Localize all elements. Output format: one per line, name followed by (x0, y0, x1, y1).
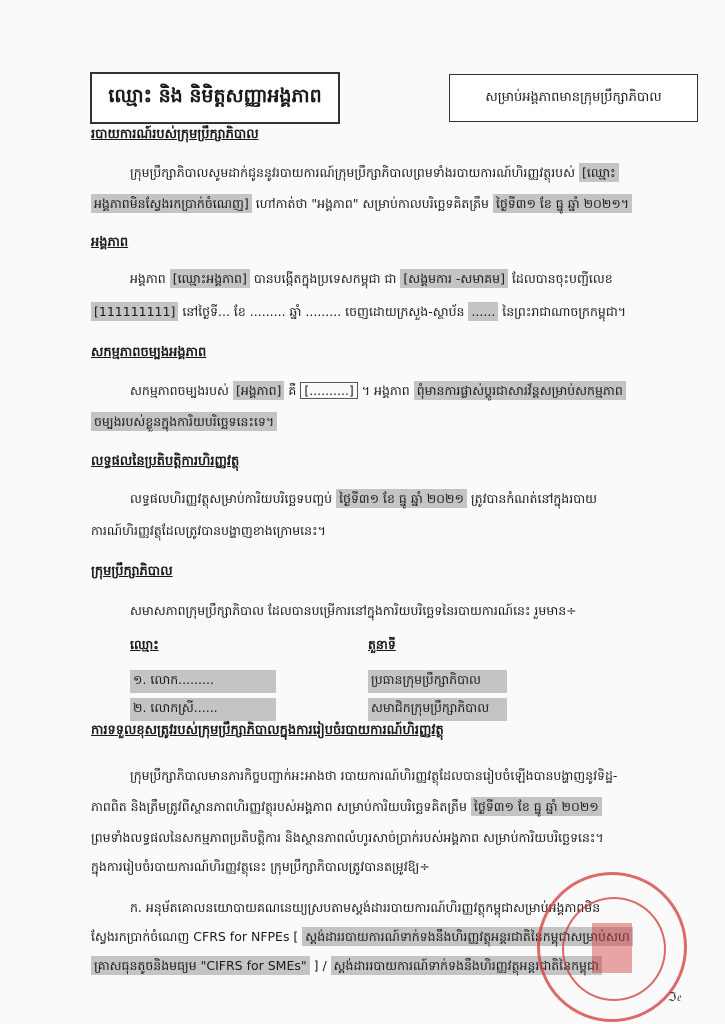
board-subtitle: សម្រាប់អង្គភាពមានក្រុមប្រឹក្សាភិបាល (485, 89, 662, 105)
s2-ministry: ...... (468, 302, 498, 321)
s6-line3: ព្រមទាំងលទ្ធផលនៃសកម្មភាពប្រតិបត្តិការ និងស្ថានភាពលំហូរសាច់ប្រាក់របស់អង្គភាព សម្រាប់ការិយបរិច្ឆេទនេះ។ (91, 830, 604, 845)
board-member-name: ១. លោក......... (130, 670, 276, 693)
s2-line1 (130, 264, 613, 293)
s6-cfrs: ស្វែងរកប្រាក់ចំណេញ CFRS for NFPEs [ (91, 929, 299, 944)
col-role-header: តួនាទី (368, 637, 396, 652)
s1-text-2: ហៅកាត់ថា "អង្គភាព" សម្រាប់កាលបរិច្ឆេទគិតត្រឹម (255, 196, 489, 211)
s6-cifrs-text: ស្តង់ដាររបាយការណ៍ទាក់ទងនឹងហិរញ្ញវត្ថុអន្តរជាតិនៃកម្ពុជាសម្រាប់សហ (302, 927, 632, 946)
s2-entity-name: [ឈ្មោះអង្គភាព] (170, 269, 250, 288)
s6-line7 (91, 951, 602, 980)
s3-text-2: គឺ (288, 383, 297, 398)
heading-board: ក្រុមប្រឹក្សាភិបាល (91, 564, 173, 579)
s3-line2 (91, 407, 277, 436)
heading-financial-results: លទ្ធផលនៃប្រតិបត្តិការហិរញ្ញវត្ថុ (91, 454, 240, 469)
s2-entity-type: [សង្គមការ -សមាគម] (400, 269, 508, 288)
s6-date: ថ្ងៃទី៣១ ខែ ធ្នូ ឆ្នាំ ២០២១ (471, 797, 602, 816)
s4-date: ថ្ងៃទី៣១ ខែ ធ្នូ ឆ្នាំ ២០២១ (336, 489, 467, 508)
s1-date: ថ្ងៃទី៣១ ខែ ធ្នូ ឆ្នាំ ២០២១។ (493, 194, 632, 213)
s3-text-3: ។ អង្គភាព (361, 383, 410, 398)
s2-registration-number: [111111111] (91, 302, 178, 321)
s1-line2 (91, 189, 632, 218)
s1-entity-name: អង្គភាពមិនស្វែងរកប្រាក់ចំណេញ] (91, 194, 252, 213)
s2-text-3: ដែលបានចុះបញ្ជីលេខ (511, 271, 613, 286)
board-member-role: ប្រធានក្រុមប្រឹក្សាភិបាល (368, 670, 507, 693)
board-member-role: សមាជិកក្រុមប្រឹក្សាភិបាល (368, 698, 507, 721)
s3-no-change-2: ចម្បងរបស់ខ្លួនក្នុងការិយបរិច្ឆេទនេះទេ។ (91, 412, 277, 431)
heading-board-responsibility: ការទទួលខុសត្រូវរបស់ក្រុមប្រឹក្សាភិបាលក្នុងការរៀបចំរបាយការណ៍ហិរញ្ញវត្ថុ (91, 723, 444, 738)
s2-text-2: បានបង្កើតក្នុងប្រទេសកម្ពុជា ជា (253, 271, 397, 286)
official-stamp (537, 872, 687, 1022)
s2-line2 (91, 297, 626, 326)
s6-line2 (91, 792, 602, 821)
board-subtitle-box (449, 74, 698, 122)
s4-line2: ការណ៍ហិរញ្ញវត្ថុដែលត្រូវបានបង្ហាញខាងក្រោមនេះ។ (91, 523, 326, 538)
s6-separator: ] / (313, 958, 327, 973)
entity-name-title: ឈ្មោះ និង និមិត្តសញ្ញាអង្គភាព (108, 85, 322, 107)
col-name-header: ឈ្មោះ (130, 637, 159, 652)
s1-line1 (130, 158, 619, 187)
heading-principal-activities: សកម្មភាពចម្បងអង្គភាព (91, 345, 207, 360)
s6-line1: ក្រុមប្រឹក្សាភិបាលមានភារកិច្ចបញ្ជាក់អះអាងថា របាយការណ៍ហិរញ្ញវត្ថុដែលបានរៀបចំឡើងបានបង្ហាញនូវទិដ្ឋ- (130, 768, 618, 783)
s3-entity: [អង្គភាព] (233, 381, 284, 400)
signature-mark: ℑ𝔢 (668, 990, 681, 1004)
heading-board-report: របាយការណ៍របស់ក្រុមប្រឹក្សាភិបាល (91, 127, 259, 142)
board-member-name: ២. លោកស្រី...... (130, 698, 276, 721)
s1-text: ក្រុមប្រឹក្សាភិបាលសូមដាក់ជូននូវរបាយការណ៍ក្រុមប្រឹក្សាភិបាលព្រមទាំងរបាយការណ៍ហិរញ្ញវត្ថុរបស់ (130, 165, 576, 180)
stamp-core (592, 923, 632, 973)
s6-cifrs-full: ស្តង់ដាររបាយការណ៍ទាក់ទងនឹងហិរញ្ញវត្ថុអន្តរជាតិនៃកម្ពុជា (331, 956, 602, 975)
s6-line5: ក. អនុម័តគោលនយោបាយគណនេយ្យស្របតាមស្តង់ដាររបាយការណ៍ហិរញ្ញវត្ថុកម្ពុជាសម្រាប់អង្គភាពមិន (130, 900, 601, 915)
s3-text: សកម្មភាពចម្បងរបស់ (130, 383, 229, 398)
s2-text: អង្គភាព (130, 271, 166, 286)
s6-cifrs-smes: គ្រាសធុនតូចនិងមធ្យម "CIFRS for SMEs" (91, 956, 310, 975)
entity-name-logo-box (90, 72, 340, 124)
heading-entity: អង្គភាព (91, 235, 129, 250)
s1-entity-name-open: [ឈ្មោះ (579, 163, 619, 182)
s4-text: លទ្ធផលហិរញ្ញវត្ថុសម្រាប់ការិយបរិច្ឆេទបញ្ចប់ (130, 491, 333, 506)
s5-line1: សមាសភាពក្រុមប្រឹក្សាភិបាល ដែលបានបម្រើការនៅក្នុងការិយបរិច្ឆេទនៃរបាយការណ៍នេះ រួមមាន÷ (130, 603, 577, 618)
s3-no-change: ពុំមានការផ្លាស់ប្តូរជាសារវ័ន្តសម្រាប់សកម្មភាព (414, 381, 626, 400)
s4-line1 (130, 484, 597, 513)
s2-text-4: នៅថ្ងៃទី... ខែ ......... ឆ្នាំ ......... ចេញដោយក្រសួង-ស្ថាប័ន (182, 304, 465, 319)
s4-text-2: ត្រូវបានកំណត់នៅក្នុងរបាយ (470, 491, 598, 506)
s6-line4: ក្នុងការរៀបចំរបាយការណ៍ហិរញ្ញវត្ថុនេះ ក្រុមប្រឹក្សាភិបាលត្រូវបានតម្រូវឱ្យ÷ (91, 859, 430, 874)
s3-activity-placeholder: [..........] (300, 382, 358, 399)
s3-line1 (130, 376, 626, 405)
s2-text-5: នៃព្រះរាជាណាចក្រកម្ពុជា។ (502, 304, 626, 319)
s6-text: ភាពពិត និងត្រឹមត្រូវពីស្ថានភាពហិរញ្ញវត្ថុរបស់អង្គភាព សម្រាប់ការិយបរិច្ឆេទគិតត្រឹម (91, 799, 467, 814)
